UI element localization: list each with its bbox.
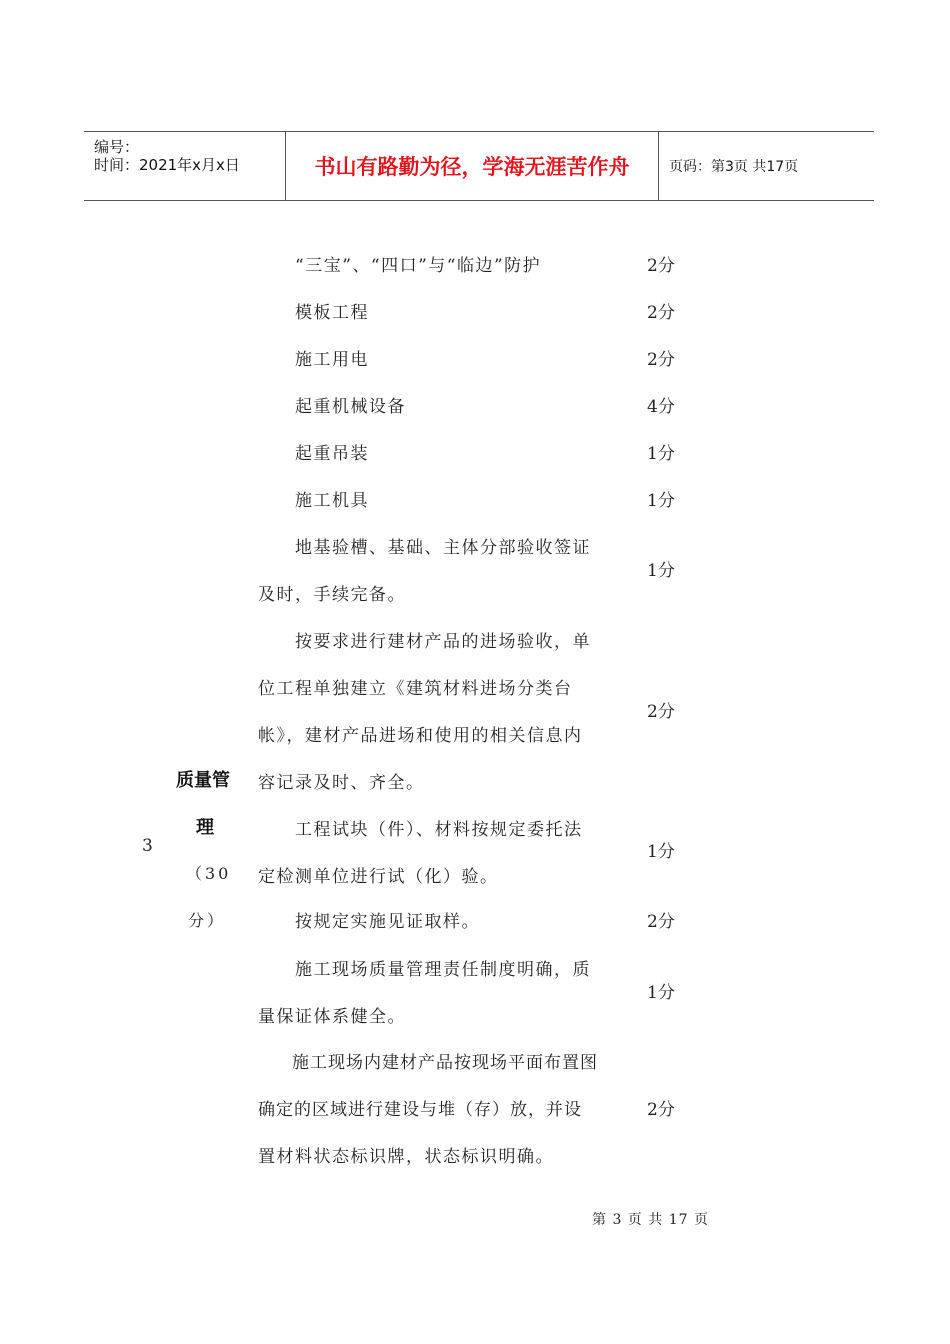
item-score: 1分 [647, 561, 675, 581]
item-line: 施工现场内建材产品按现场平面布置图 [292, 1053, 598, 1073]
item-text: 起重机械设备 [295, 397, 406, 417]
doc-time-label: 时间：2021年x月x日 [94, 156, 240, 174]
item-line: 置材料状态标识牌，状态标识明确。 [258, 1147, 554, 1167]
item-text: 起重吊装 [295, 444, 369, 464]
section-number: 3 [142, 836, 153, 856]
item-score: 2分 [647, 702, 675, 722]
item-score: 2分 [647, 256, 675, 276]
item-line: 按规定实施见证取样。 [295, 912, 480, 932]
item-score: 2分 [647, 350, 675, 370]
page-header [84, 131, 874, 201]
doc-number-label: 编号： [94, 138, 140, 156]
item-line: 工程试块（件）、材料按规定委托法 [295, 820, 583, 840]
category-label: 质量管 [176, 770, 230, 791]
item-line: 位工程单独建立《建筑材料进场分类台 [258, 679, 573, 699]
item-line: 帐》，建材产品进场和使用的相关信息内 [258, 726, 583, 746]
category-points: （30 [186, 864, 232, 883]
item-score: 4分 [647, 397, 675, 417]
item-line: 施工现场质量管理责任制度明确，质 [295, 960, 591, 980]
item-text: “三宝”、“四口”与“临边”防护 [295, 256, 542, 276]
header-info-cell [84, 132, 286, 200]
header-page-label: 页码：第3页 共17页 [669, 159, 799, 175]
item-text: 施工机具 [295, 491, 369, 511]
item-score: 1分 [647, 983, 675, 1003]
item-line: 容记录及时、齐全。 [258, 773, 425, 793]
item-text: 模板工程 [295, 303, 369, 323]
item-line: 定检测单位进行试（化）验。 [258, 867, 499, 887]
item-score: 2分 [647, 912, 675, 932]
item-line: 按要求进行建材产品的进场验收，单 [295, 632, 591, 652]
category-points: 分） [188, 911, 227, 930]
item-score: 1分 [647, 444, 675, 464]
item-score: 2分 [647, 1100, 675, 1120]
category-label: 理 [196, 817, 214, 838]
page-footer: 第 3 页 共 17 页 [592, 1212, 709, 1228]
item-line: 地基验槽、基础、主体分部验收签证 [295, 538, 591, 558]
item-line: 及时，手续完备。 [258, 585, 406, 605]
item-score: 2分 [647, 303, 675, 323]
item-text: 施工用电 [295, 350, 369, 370]
item-line: 量保证体系健全。 [258, 1007, 406, 1027]
item-score: 1分 [647, 491, 675, 511]
header-motto: 书山有路勤为径，学海无涯苦作舟 [286, 132, 659, 200]
item-line: 确定的区域进行建设与堆（存）放，并设 [258, 1100, 582, 1120]
item-score: 1分 [647, 842, 675, 862]
